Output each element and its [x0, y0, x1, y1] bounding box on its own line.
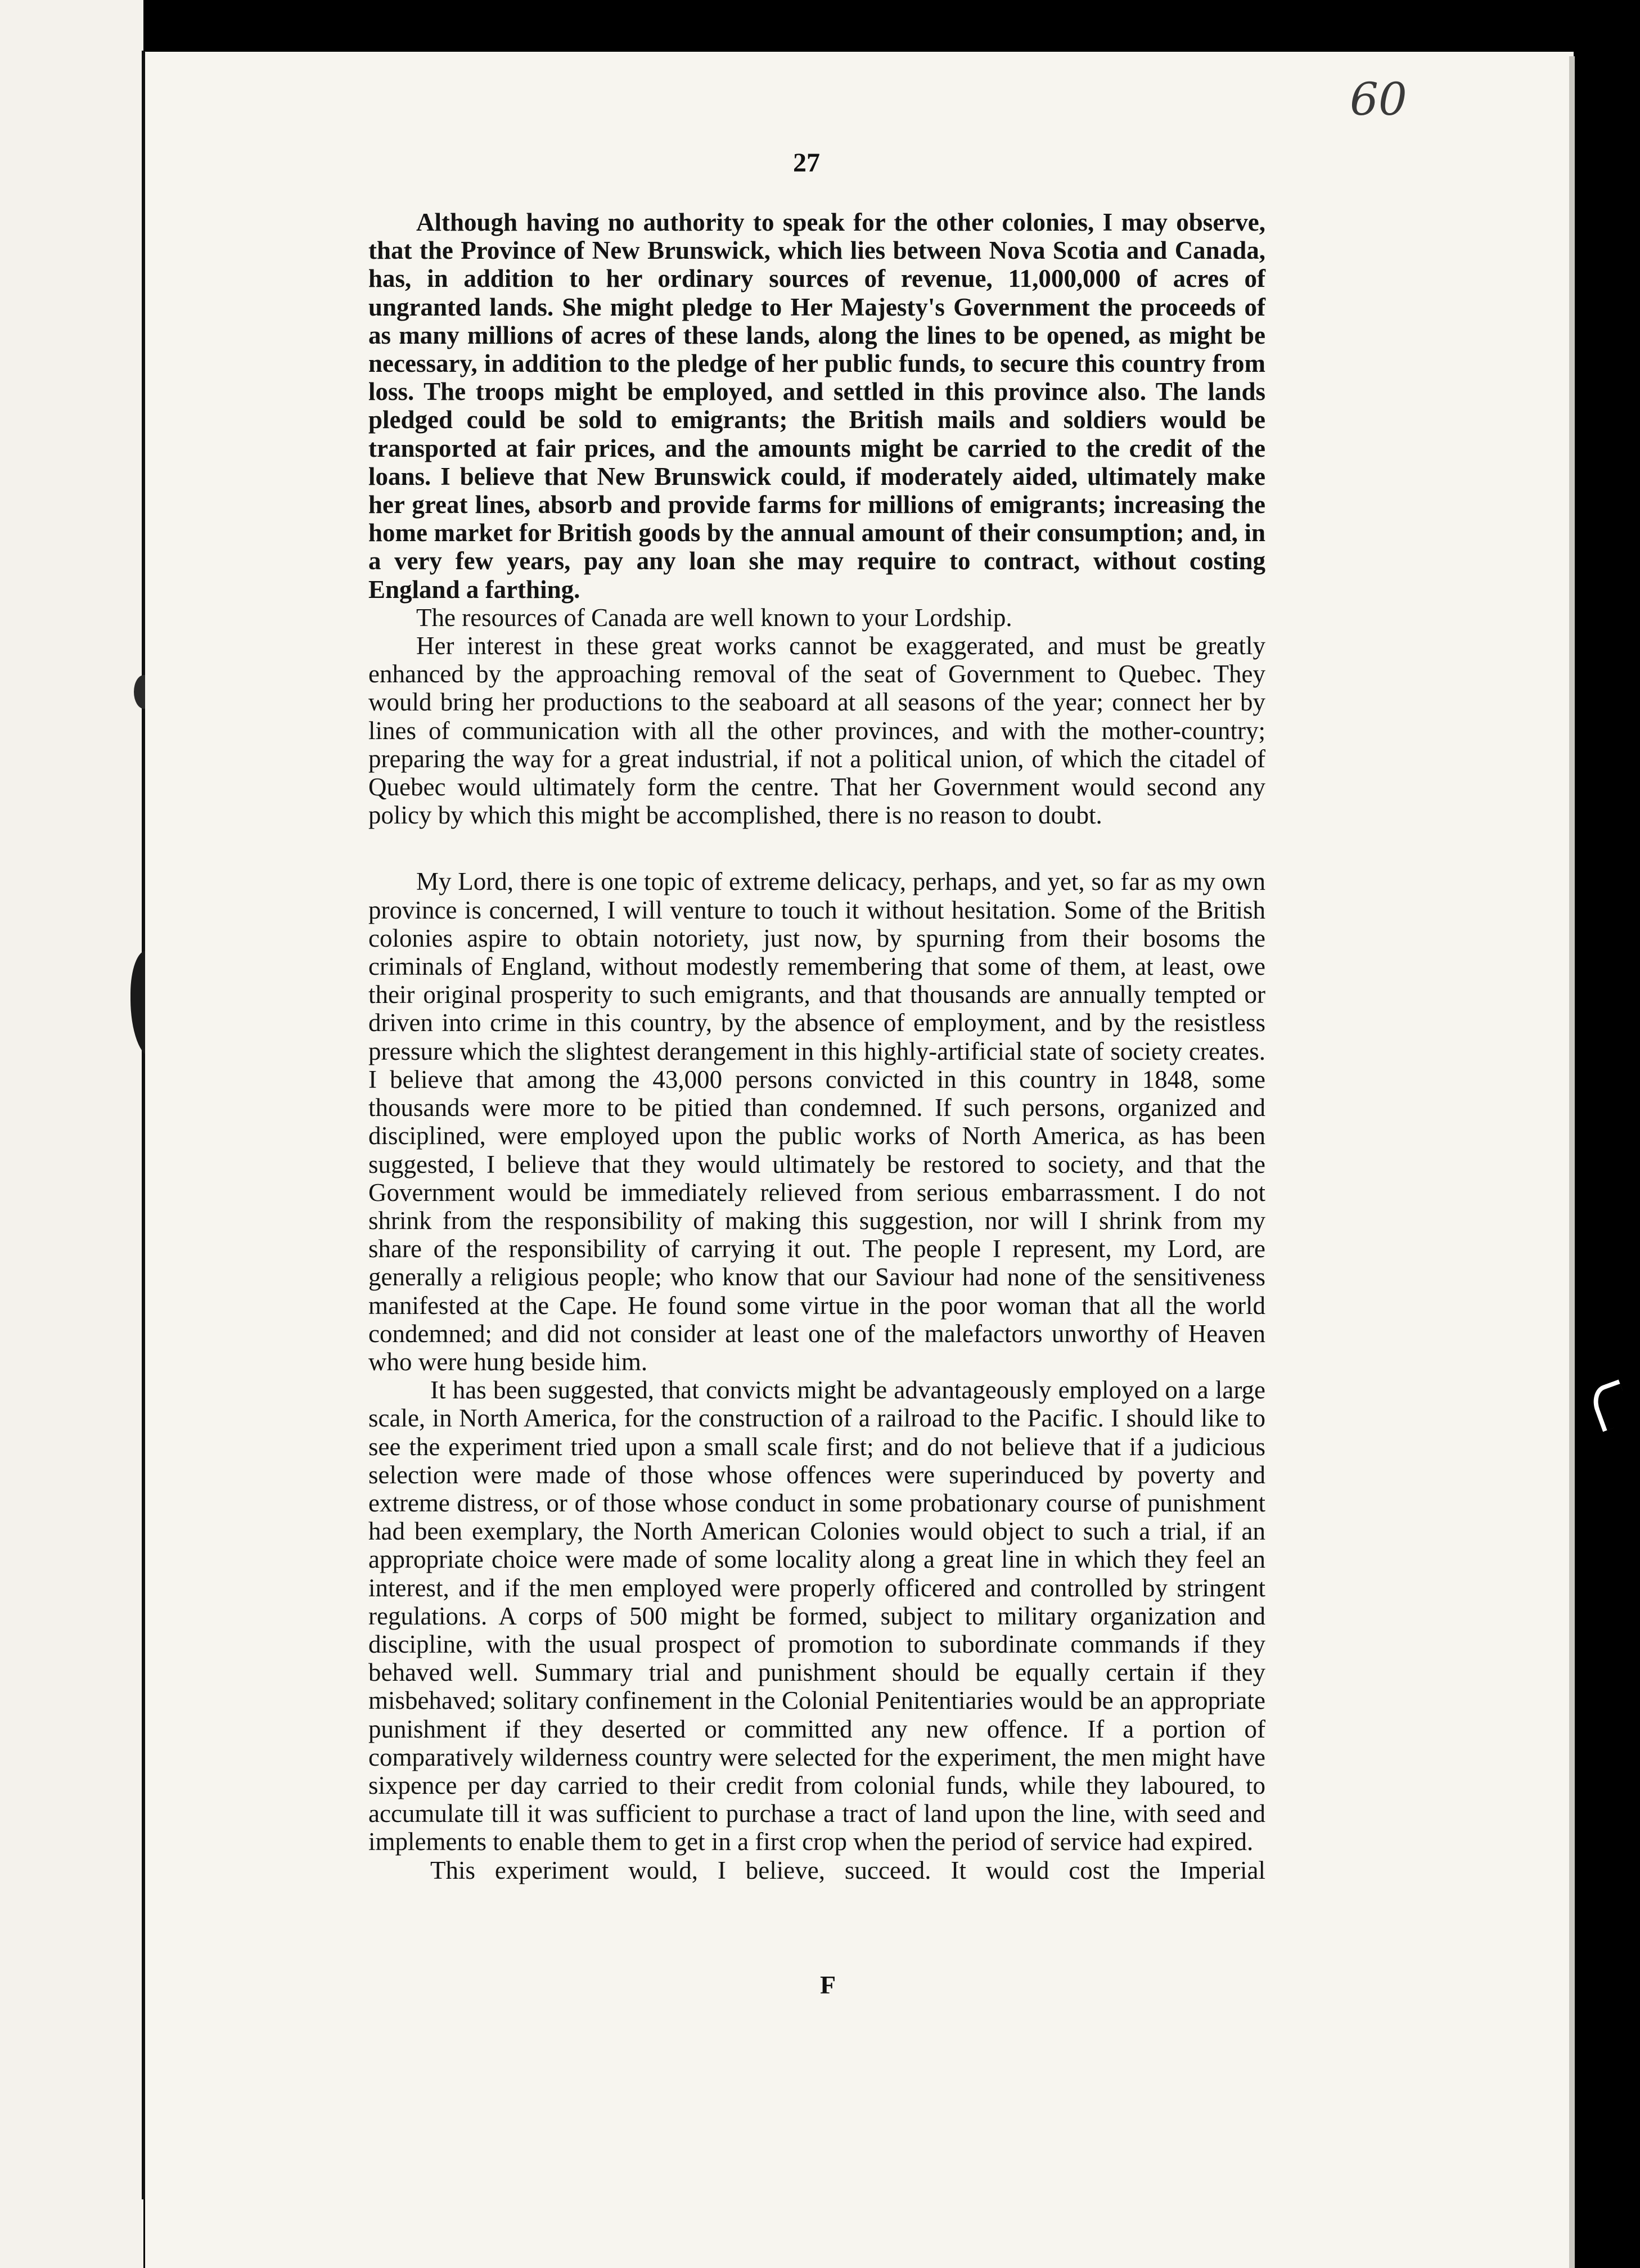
adjacent-page-strip: [0, 0, 143, 2268]
paragraph-canada-interest: Her interest in these great works cannot be exaggerated, and must be greatly enhanced by the approaching removal of the seat of Government to Quebec. They would bring her productions to the seaboard at all seasons of the year; connect her by lines of communication with all the other provinces, and with the mother-country; preparing the way for a great industrial, if not a political union, of which the citadel of Quebec would ultimately form the centre. That her Government would second any policy by which this might be accomplished, there is no reason to doubt.: [368, 632, 1265, 830]
paragraph-experiment: This experiment would, I believe, succeed. It would cost the Imperial: [430, 1856, 1265, 1884]
signature-mark: F: [820, 1970, 836, 1999]
paragraph-convicts-delicacy: My Lord, there is one topic of extreme delicacy, perhaps, and yet, so far as my own province is concerned, I will venture to touch it without hesitation. Some of the British colonies aspire to obtain notoriety, just now, by spurning from their bosoms the criminals of England, without modestly remembering that some of them, at least, owe their original prosperity to such emigrants, and that thousands are annually tempted or driven into crime in this country, by the absence of employment, and by the resistless pressure which the slightest derangement in this highly-artificial state of society creates. I believe that among the 43,000 persons convicted in this country in 1848, some thousands were more to be pitied than condemned. If such persons, organized and disciplined, were employed upon the public works of North America, as has been suggested, I believe that they would ultimately be restored to society, and that the Government would be immediately relieved from serious embarrassment. I do not shrink from the responsibility of making this suggestion, nor will I shrink from my share of the responsibility of carrying it out. The people I represent, my Lord, are generally a religious people; who know that our Saviour had none of the sensitiveness manifested at the Cape. He found some virtue in the poor woman that all the world condemned; and did not consider at least one of the malefactors unworthy of Heaven who were hung beside him.: [368, 867, 1265, 1376]
archive-folio-number: 60: [1350, 73, 1407, 125]
paragraph-new-brunswick: Although having no authority to speak for the other colonies, I may observe, that the Province of New Brunswick, which lies between Nova Scotia and Canada, has, in addition to her ordinary sources of revenue, 11,000,000 of acres of ungranted lands. She might pledge to Her Majesty's Government the proceeds of as many millions of acres of these lands, along the lines to be opened, as might be necessary, in addition to the pledge of her public funds, to secure this country from loss. The troops might be employed, and settled in this province also. The lands pledged could be sold to emigrants; the British mails and soldiers would be transported at fair prices, and the amounts might be carried to the credit of the loans. I believe that New Brunswick could, if moderately aided, ultimately make her great lines, absorb and provide farms for millions of emigrants; increasing the home market for British goods by the annual amount of their consumption; and, in a very few years, pay any loan she may require to contract, without costing England a farthing.: [368, 208, 1265, 604]
page-right-edge: [1569, 56, 1575, 2268]
paragraph-convict-railroad: It has been suggested, that convicts might be advantageously employed on a large scale, in North America, for the construction of a railroad to the Pacific. I should like to see the experiment tried upon a small scale first; and do not believe that if a judicious selection were made of those whose offences were superinduced by poverty and extreme distress, or of those whose conduct in some probationary course of punishment had been exemplary, the North American Colonies would object to such a trial, if an appropriate choice were made of some locality along a great line in which they feel an interest, and if the men employed were properly officered and controlled by stringent regulations. A corps of 500 might be formed, subject to military organization and discipline, with the usual prospect of promotion to subordinate commands if they behaved well. Summary trial and punishment should be equally certain if they misbehaved; solitary confinement in the Colonial Penitentiaries would be an appropriate punishment if they deserted or committed any new offence. If a portion of comparatively wilderness country were selected for the experiment, the men might have sixpence per day carried to their credit from colonial funds, while they laboured, to accumulate till it was sufficient to purchase a tract of land upon the line, with seed and implements to enable them to get in a first crop when the period of service had expired.: [368, 1376, 1265, 1856]
page-number: 27: [793, 148, 820, 178]
body-text: [368, 208, 1265, 1884]
paragraph-canada-resources: The resources of Canada are well known to your Lordship.: [416, 603, 1012, 632]
